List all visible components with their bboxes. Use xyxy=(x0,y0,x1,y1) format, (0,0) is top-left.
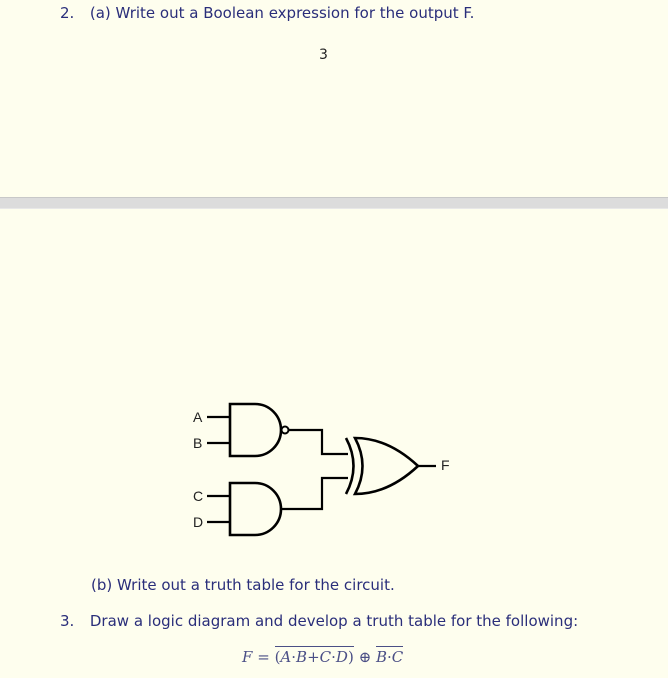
formula-xor: ⊕ xyxy=(358,648,372,666)
formula-not-c: C xyxy=(319,648,332,666)
input-d-label: D xyxy=(193,514,204,530)
page-number: 3 xyxy=(319,47,328,63)
formula-dot-3: · xyxy=(386,648,392,666)
question-2b-text: (b) Write out a truth table for the circuit. xyxy=(91,576,395,594)
output-f-label: F xyxy=(441,457,450,473)
formula-c2: C xyxy=(391,648,404,666)
formula-plus: + xyxy=(307,648,320,666)
formula-open-paren: ( xyxy=(274,648,281,666)
input-b-label: B xyxy=(193,435,203,451)
input-a-label: A xyxy=(193,409,203,425)
xor-gate xyxy=(355,438,418,494)
formula-lhs: F xyxy=(242,648,253,666)
question-2-number: 2. xyxy=(60,4,75,22)
question-3-heading xyxy=(60,612,578,630)
wire-nand-to-xor xyxy=(289,430,348,454)
formula-overlined-group xyxy=(275,646,354,666)
and-gate xyxy=(230,483,281,535)
formula-close-paren: ) xyxy=(347,648,354,666)
wire-and-to-xor xyxy=(281,478,348,509)
formula-not-a: A xyxy=(280,648,292,666)
logic-circuit-diagram xyxy=(180,390,480,550)
formula-b: B xyxy=(296,648,308,666)
formula-not-bc xyxy=(376,646,403,666)
question-3-number: 3. xyxy=(60,612,75,630)
question-3-text: Draw a logic diagram and develop a truth table for the following: xyxy=(89,612,579,630)
input-c-label: C xyxy=(193,488,204,504)
formula-dot-1: · xyxy=(291,648,297,666)
formula-dot-2: · xyxy=(331,648,336,666)
nand-gate xyxy=(230,404,281,456)
page-divider xyxy=(0,197,668,209)
question-2a-text: (a) Write out a Boolean expression for the output F. xyxy=(89,4,475,22)
question-2-heading xyxy=(60,4,474,22)
nand-bubble-icon xyxy=(282,427,289,434)
question-3-formula xyxy=(242,648,403,666)
formula-equals: = xyxy=(257,648,270,666)
formula-d: D xyxy=(335,648,348,666)
formula-b2: B xyxy=(375,648,387,666)
xor-gate-input-arc xyxy=(346,438,354,494)
